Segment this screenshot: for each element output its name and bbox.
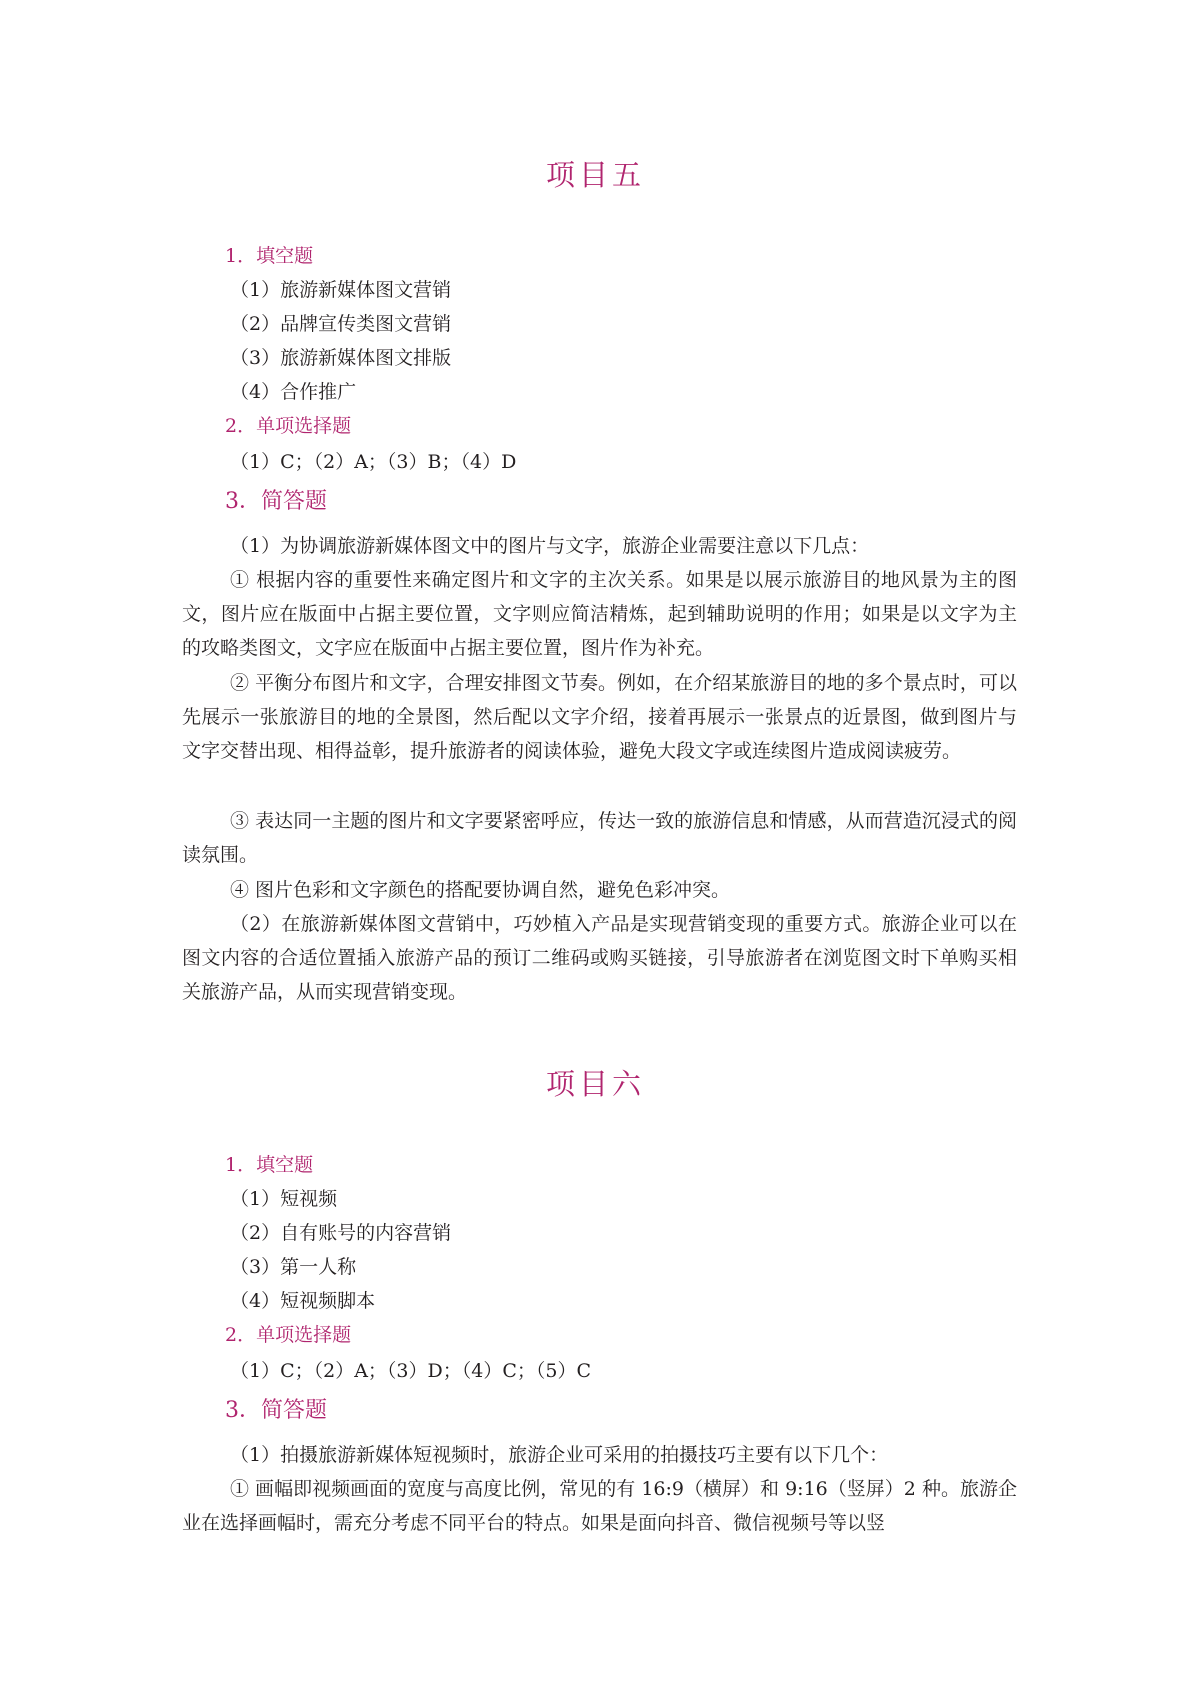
fill-answer: （3）第一人称 <box>230 1256 357 1278</box>
answer-paragraph: ③ 表达同一主题的图片和文字要紧密呼应，传达一致的旅游信息和情感，从而营造沉浸式的阅读氛围。 <box>182 810 1017 866</box>
fill-blank-heading: 1．填空题 <box>225 245 314 267</box>
fill-answer: （1）短视频 <box>230 1188 338 1210</box>
answer-paragraph: （1）为协调旅游新媒体图文中的图片与文字，旅游企业需要注意以下几点： <box>230 535 870 557</box>
fill-answer: （2）自有账号的内容营销 <box>230 1222 452 1244</box>
answer-paragraph: （1）拍摄旅游新媒体短视频时，旅游企业可采用的拍摄技巧主要有以下几个： <box>230 1444 889 1466</box>
short-answer-heading: 3．简答题 <box>225 489 327 514</box>
fill-answer: （3）旅游新媒体图文排版 <box>230 347 452 369</box>
fill-answer: （2）品牌宣传类图文营销 <box>230 313 452 335</box>
fill-answer: （1）旅游新媒体图文营销 <box>230 279 452 301</box>
answer-paragraph: ① 根据内容的重要性来确定图片和文字的主次关系。如果是以展示旅游目的地风景为主的图文，图片应在版面中占据主要位置，文字则应简洁精炼，起到辅助说明的作用；如果是以文字为主的攻略类图文，文字应在版面中占据主要位置，图片作为补充。 <box>182 569 1017 659</box>
fill-answer: （4）短视频脚本 <box>230 1290 376 1312</box>
answer-paragraph: （2）在旅游新媒体图文营销中，巧妙植入产品是实现营销变现的重要方式。旅游企业可以在图文内容的合适位置插入旅游产品的预订二维码或购买链接，引导旅游者在浏览图文时下单购买相关旅游产品，从而实现营销变现。 <box>182 913 1017 1003</box>
answer-paragraph: ④ 图片色彩和文字颜色的搭配要协调自然，避免色彩冲突。 <box>230 879 731 901</box>
answer-paragraph: ① 画幅即视频画面的宽度与高度比例，常见的有 16:9（横屏）和 9:16（竖屏）2 种。旅游企业在选择画幅时，需充分考虑不同平台的特点。如果是面向抖音、微信视频号等以竖 <box>182 1478 1017 1534</box>
choice-answers: （1）C；（2）A；（3）D；（4）C；（5）C <box>230 1360 592 1382</box>
fill-blank-heading: 1．填空题 <box>225 1154 314 1176</box>
fill-answer: （4）合作推广 <box>230 381 357 403</box>
answer-paragraph: ② 平衡分布图片和文字，合理安排图文节奏。例如，在介绍某旅游目的地的多个景点时，可以先展示一张旅游目的地的全景图，然后配以文字介绍，接着再展示一张景点的近景图，做到图片与文字交替出现、相得益彰，提升旅游者的阅读体验，避免大段文字或连续图片造成阅读疲劳。 <box>182 672 1017 762</box>
choice-answers: （1）C；（2）A；（3）B；（4）D <box>230 451 517 473</box>
project-six-title: 项目六 <box>545 1067 645 1101</box>
short-answer-heading: 3．简答题 <box>225 1398 327 1423</box>
single-choice-heading: 2．单项选择题 <box>225 1324 352 1346</box>
single-choice-heading: 2．单项选择题 <box>225 415 352 437</box>
project-five-title: 项目五 <box>545 158 645 192</box>
